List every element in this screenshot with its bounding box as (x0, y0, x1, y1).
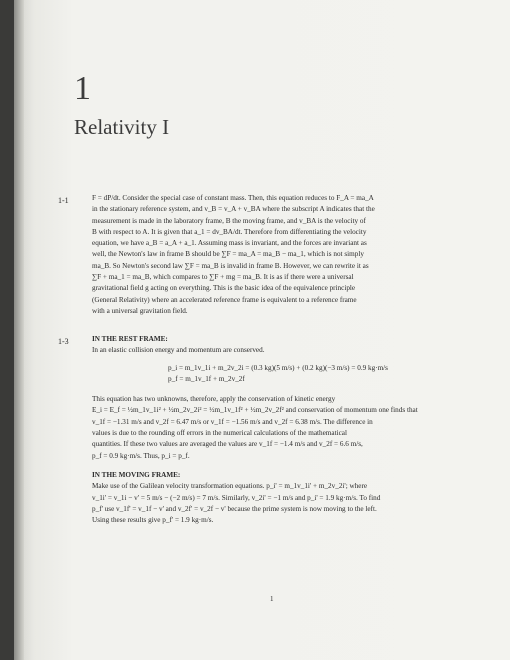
chapter-number: 1 (74, 70, 91, 107)
problem-number: 1-3 (58, 337, 69, 346)
text-line: E_i = E_f = ½m_1v_1i² + ½m_2v_2i² = ½m_1v_1f² + ½m_2v_2f² and conservation of momentum one finds that (92, 406, 418, 415)
text-line: gravitational field g acting on everything. This is the basic idea of the equivalence principle (92, 284, 356, 293)
text-line: quantities. If these two values are averaged the values are v_1f = −1.4 m/s and v_2f = 6.6 m/s, (92, 440, 363, 449)
text-line: This equation has two unknowns, therefore, apply the conservation of kinetic energy (92, 395, 336, 404)
text-line: measurement is made in the laboratory frame, B the moving frame, and v_BA is the velocity of (92, 216, 366, 225)
section-heading: IN THE REST FRAME: (92, 335, 168, 343)
text-line: values is due to the rounding off errors in the numerical calculations of the mathematical (92, 429, 347, 438)
text-line: (General Relativity) where an accelerated reference frame is equivalent to a reference frame (92, 295, 357, 304)
text-line: with a universal gravitation field. (92, 306, 188, 315)
text-line: ma_B. So Newton's second law ∑F = ma_B is invalid in frame B. However, we can rewrite it as (92, 261, 369, 270)
equation: p_i = m_1v_1i + m_2v_2i = (0.3 kg)(5 m/s) + (0.2 kg)(−3 m/s) = 0.9 kg·m/s (168, 363, 388, 372)
text-line: well, the Newton's law in frame B should be ∑F = ma_A = ma_B − ma_1, which is not simply (92, 250, 364, 259)
book-spine (14, 0, 24, 660)
text-line: v_1f = −1.31 m/s and v_2f = 6.47 m/s or v_1f = −1.56 m/s and v_2f = 6.38 m/s. The difference in (92, 417, 373, 426)
text-line: p_f' use v_1f' = v_1f − v' and v_2f' = v_2f − v' because the prime system is now moving to the left. (92, 504, 377, 513)
equation: p_f = m_1v_1f + m_2v_2f (168, 374, 245, 383)
text-line: F = dP/dt. Consider the special case of constant mass. Then, this equation reduces to F_A = ma_A (92, 194, 374, 202)
section-heading: IN THE MOVING FRAME: (92, 470, 181, 479)
text-line: in the stationary reference system, and v_B = v_A + v_BA where the subscript A indicates that the (92, 205, 375, 214)
book-page (14, 0, 510, 660)
page-number: 1 (270, 595, 274, 603)
text-line: Make use of the Galilean velocity transformation equations. p_i' = m_1v_1i' + m_2v_2i'; where (92, 482, 368, 491)
text-line: v_1i' = v_1i − v' = 5 m/s − (−2 m/s) = 7 m/s. Similarly, v_2i' = −1 m/s and p_i' = 1.9 kg·m/s. To find (92, 493, 381, 502)
text-line: p_f = 0.9 kg·m/s. Thus, p_i = p_f. (92, 451, 190, 460)
problem-1-1-text (92, 193, 487, 317)
text-line: ∑F + ma_1 = ma_B, which compares to ∑F + mg = ma_B. It is as if there were a universal (92, 273, 354, 282)
text-line: In an elastic collision energy and momentum are conserved. (92, 346, 265, 355)
text-line: equation, we have a_B = a_A + a_1. Assuming mass is invariant, and the forces are invariant as (92, 239, 367, 248)
problem-number: 1-1 (58, 196, 69, 205)
text-line: B with respect to A. It is given that a_1 = dv_BA/dt. Therefore from differentiating the velocity (92, 227, 367, 236)
chapter-title: Relativity I (74, 115, 170, 139)
problem-1-3-text (92, 334, 487, 526)
text-line: Using these results give p_f' = 1.9 kg·m/s. (92, 516, 214, 525)
